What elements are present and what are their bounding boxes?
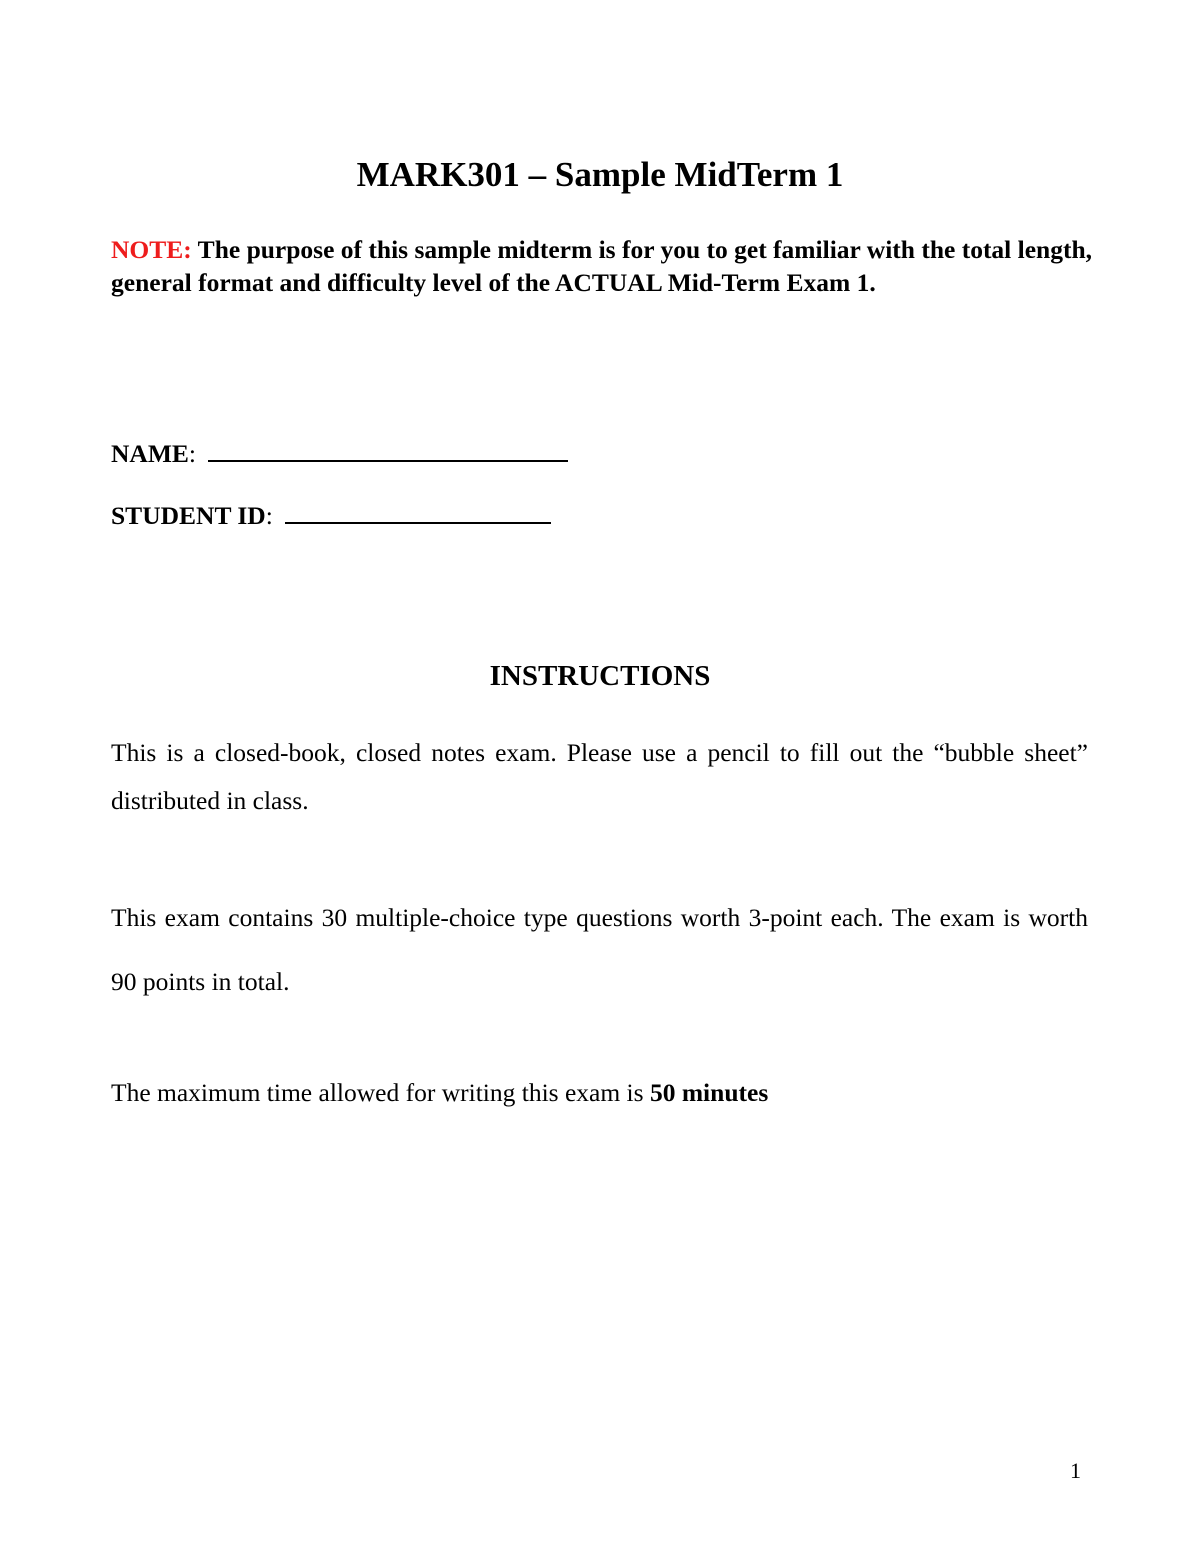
instructions-paragraph-3 bbox=[111, 1077, 1088, 1109]
document-title: MARK301 – Sample MidTerm 1 bbox=[356, 155, 844, 194]
note-text: The purpose of this sample midterm is for you to get familiar with the total length, general format and difficulty level of the ACTUAL Mid-Term Exam 1. bbox=[111, 235, 1093, 297]
student-id-blank-line bbox=[285, 500, 551, 524]
note-label: NOTE: bbox=[111, 235, 192, 264]
student-id-field bbox=[111, 500, 551, 531]
instructions-heading: INSTRUCTIONS bbox=[489, 660, 711, 692]
time-allowed-value: 50 minutes bbox=[649, 1078, 769, 1107]
name-field bbox=[111, 438, 568, 469]
student-id-label: STUDENT ID bbox=[111, 501, 266, 530]
student-id-colon: : bbox=[265, 501, 273, 530]
name-colon: : bbox=[188, 439, 197, 468]
note-paragraph bbox=[111, 233, 1111, 299]
instructions-paragraph-1: This is a closed-book, closed notes exam. Please use a pencil to fill out the “bubble sheet” distributed in class. bbox=[111, 738, 1088, 815]
time-allowed-text: The maximum time allowed for writing this exam is bbox=[111, 1078, 650, 1107]
page-number: 1 bbox=[1070, 1458, 1081, 1483]
name-blank-line bbox=[208, 438, 568, 462]
name-label: NAME bbox=[111, 439, 189, 468]
instructions-paragraph-2: This exam contains 30 multiple-choice type questions worth 3-point each. The exam is worth 90 points in total. bbox=[111, 903, 1088, 996]
